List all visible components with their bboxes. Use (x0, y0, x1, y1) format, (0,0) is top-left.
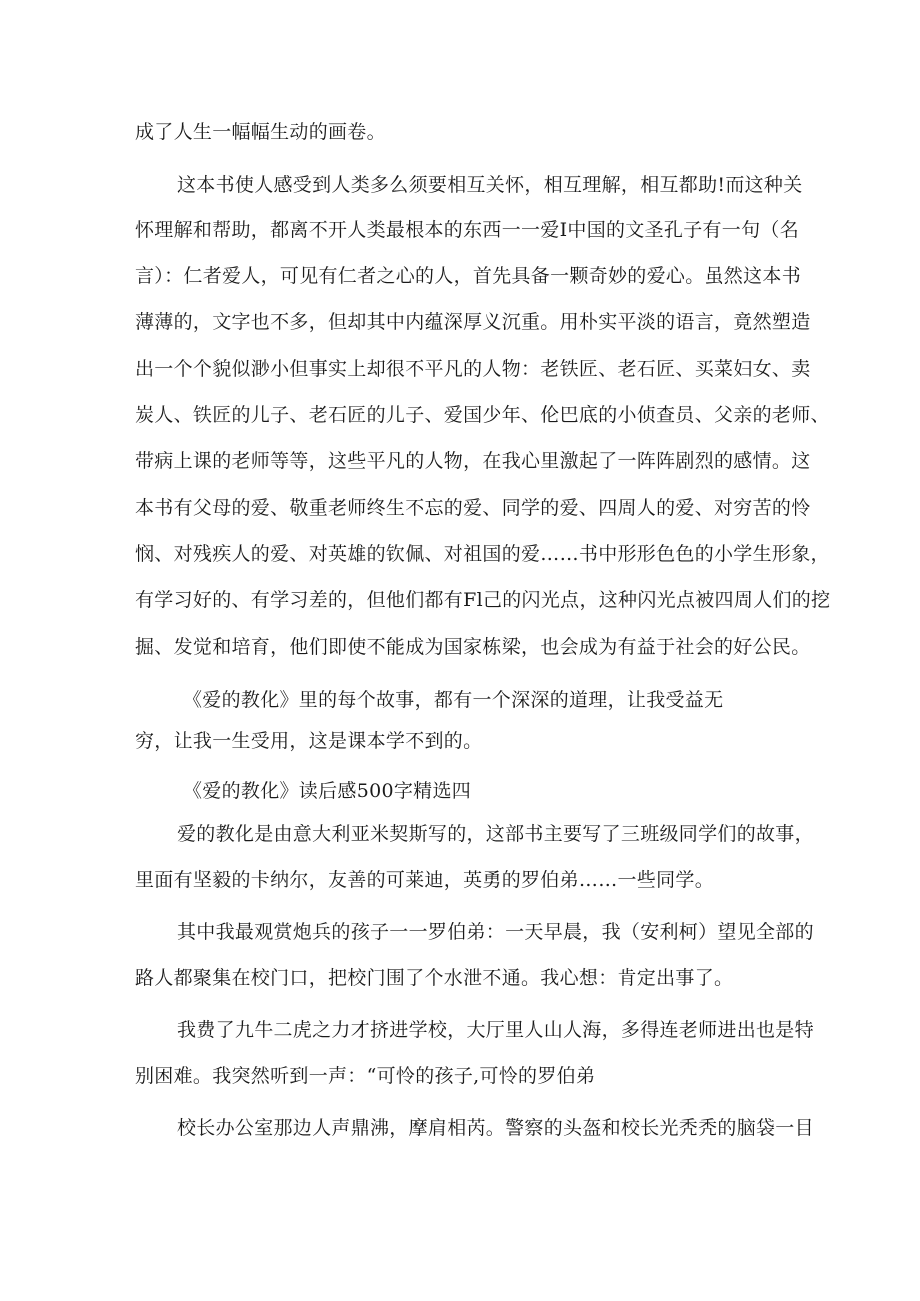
paragraph-line: 本书有父母的爱、敬重老师终生不忘的爱、同学的爱、四周人的爱、对穷苦的怜 (135, 497, 811, 519)
paragraph-line: 我费了九牛二虎之力才挤进学校，大厅里人山人海，多得连老师进出也是特 (177, 1019, 814, 1041)
paragraph-line: 别困难。我突然听到一声：“可怜的孩子,可怜的罗伯弟 (135, 1065, 596, 1087)
paragraph-line: 有学习好的、有学习差的，但他们都有Fl己的闪光点，这种闪光点被四周人们的挖 (135, 589, 831, 611)
paragraph-line: 怀理解和帮助，都离不开人类最根本的东西一一爱I中国的文圣孔子有一句（名 (135, 219, 800, 241)
paragraph-line: 炭人、铁匠的儿子、老石匠的儿子、爱国少年、伦巴底的小侦查员、父亲的老师、 (135, 404, 830, 426)
paragraph-line: 爱的教化是由意大利亚米契斯写的，这部书主要写了三班级同学们的故事， (177, 823, 814, 845)
paragraph-line: 言）：仁者爱人，可见有仁者之心的人，首先具备一颗奇妙的爱心。虽然这本书 (135, 265, 802, 287)
paragraph-line: 出一个个貌似渺小但事实上却很不平凡的人物：老铁匠、老石匠、买菜妇女、卖 (135, 358, 811, 380)
paragraph-line: 这本书使人感受到人类多么须要相互关怀，相互理解，相互都助!而这种关 (177, 174, 803, 196)
paragraph-line: 薄薄的，文字也不多，但却其中内蕴深厚义沉重。用朴实平淡的语言，竟然塑造 (135, 311, 811, 333)
paragraph-line: 校长办公室那边人声鼎沸，摩肩相芮。警察的头盔和校长光秃秃的脑袋一目 (177, 1117, 814, 1139)
paragraph-line: 其中我最观赏炮兵的孩子一一罗伯弟：一天早晨，我（安利柯）望见全部的 (177, 921, 814, 943)
paragraph-line: 悯、对残疾人的爱、对英雄的钦佩、对祖国的爱……书中形形色色的小学生形象， (135, 543, 830, 565)
paragraph-line: 《爱的教化》里的每个故事，都有一个深深的道理，让我受益无 (183, 689, 724, 711)
paragraph-line: 带病上课的老师等等，这些平凡的人物，在我心里激起了一阵阵剧烈的感情。这 (135, 450, 811, 472)
paragraph-line: 穷，让我一生受用，这是课本学不到的。 (135, 730, 483, 752)
paragraph-line: 里面有坚毅的卡纳尔，友善的可莱迪，英勇的罗伯弟……一些同学。 (135, 869, 715, 891)
paragraph-line: 路人都聚集在校门口，把校门围了个水泄不通。我心想：肯定出事了。 (135, 967, 734, 989)
paragraph-line: 掘、发觉和培育，他们即使不能成为国家栋梁，也会成为有益于社会的好公民。 (135, 636, 811, 658)
paragraph-line: 成了人生一幅幅生动的画卷。 (135, 121, 386, 143)
section-heading: 《爱的教化》读后感500字精选四 (183, 780, 472, 802)
